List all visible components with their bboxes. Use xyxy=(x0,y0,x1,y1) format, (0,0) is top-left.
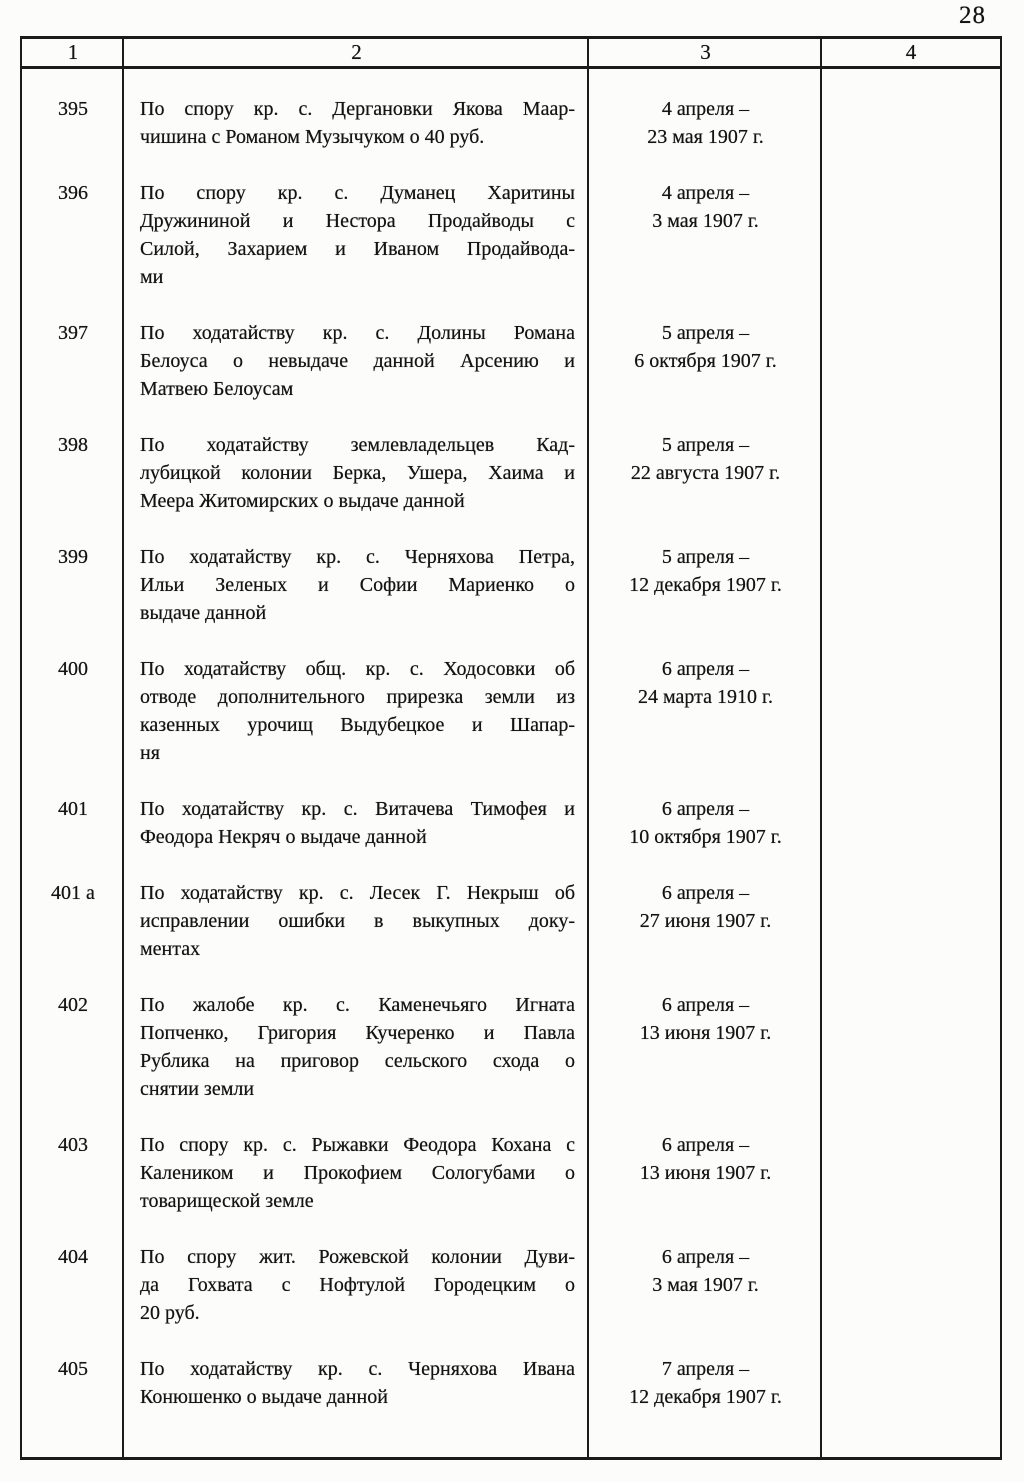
table-row xyxy=(22,795,1000,851)
description-line: По спору кр. с. Рыжавки Феодора Кохана с xyxy=(140,1134,575,1156)
date-line: 6 апреля – xyxy=(661,1134,750,1156)
case-dates xyxy=(589,1131,822,1215)
column-header-1: 1 xyxy=(67,40,79,64)
description-line: По ходатайству кр. с. Черняхова Ивана xyxy=(140,1358,575,1380)
table-row xyxy=(22,1131,1000,1215)
date-line: 22 августа 1907 г. xyxy=(630,462,781,484)
case-number: 403 xyxy=(58,1134,88,1156)
description-line: По спору жит. Рожевской колонии Дуви- xyxy=(140,1246,575,1268)
case-description xyxy=(124,1131,589,1215)
table-row xyxy=(22,95,1000,151)
description-line: снятии земли xyxy=(140,1078,255,1100)
table-row xyxy=(22,543,1000,627)
description-line: Рублика на приговор сельского схода о xyxy=(140,1050,575,1072)
description-line: 20 руб. xyxy=(140,1302,200,1324)
date-line: 6 октября 1907 г. xyxy=(634,350,777,372)
description-line: Попченко, Григория Кучеренко и Павла xyxy=(140,1022,575,1044)
empty-cell xyxy=(822,1243,1000,1327)
date-line: 13 июня 1907 г. xyxy=(639,1022,772,1044)
table-row xyxy=(22,1355,1000,1411)
column-header-3: 3 xyxy=(700,40,711,64)
date-line: 10 октября 1907 г. xyxy=(629,826,782,848)
case-dates xyxy=(589,1355,822,1411)
case-number: 398 xyxy=(58,434,88,456)
case-dates xyxy=(589,431,822,515)
description-line: По ходатайству кр. с. Лесек Г. Некрыш об xyxy=(140,882,575,904)
table-row xyxy=(22,879,1000,963)
date-line: 6 апреля – xyxy=(661,882,750,904)
description-line: Калеником и Прокофием Сологубами о xyxy=(140,1162,575,1184)
page-number: 28 xyxy=(959,2,986,29)
description-line: Дружининой и Нестора Продайводы с xyxy=(140,210,575,232)
date-line: 5 апреля – xyxy=(661,546,750,568)
column-divider xyxy=(587,39,589,1457)
date-line: 3 мая 1907 г. xyxy=(652,1274,759,1296)
date-line: 12 декабря 1907 г. xyxy=(629,1386,782,1408)
case-dates xyxy=(589,879,822,963)
case-description xyxy=(124,991,589,1103)
date-line: 5 апреля – xyxy=(661,434,750,456)
case-dates xyxy=(589,655,822,767)
case-dates xyxy=(589,543,822,627)
case-number: 405 xyxy=(58,1358,88,1380)
description-line: Белоуса о невыдаче данной Арсению и xyxy=(140,350,575,372)
case-dates xyxy=(589,95,822,151)
column-header-2: 2 xyxy=(351,40,362,64)
date-line: 13 июня 1907 г. xyxy=(639,1162,772,1184)
description-line: По ходатайству общ. кр. с. Ходосовки об xyxy=(140,658,575,680)
description-line: Силой, Захарием и Иваном Продайвода- xyxy=(140,238,575,260)
description-line: лубицкой колонии Берка, Ушера, Хаима и xyxy=(140,462,575,484)
case-description xyxy=(124,95,589,151)
table-row xyxy=(22,655,1000,767)
empty-cell xyxy=(822,95,1000,151)
description-line: По спору кр. с. Дергановки Якова Маар- xyxy=(140,98,575,120)
table-row xyxy=(22,991,1000,1103)
date-line: 6 апреля – xyxy=(661,798,750,820)
description-line: исправлении ошибки в выкупных доку- xyxy=(140,910,575,932)
date-line: 4 апреля – xyxy=(661,182,750,204)
empty-cell xyxy=(822,655,1000,767)
date-line: 27 июня 1907 г. xyxy=(639,910,772,932)
table-row xyxy=(22,179,1000,291)
case-number: 402 xyxy=(58,994,88,1016)
description-line: да Гохвата с Нофтулой Городецким о xyxy=(140,1274,575,1296)
date-line: 6 апреля – xyxy=(661,658,750,680)
description-line: казенных урочищ Выдубецкое и Шапар- xyxy=(140,714,575,736)
case-number: 397 xyxy=(58,322,88,344)
empty-cell xyxy=(822,319,1000,403)
case-number: 400 xyxy=(58,658,88,680)
empty-cell xyxy=(822,1355,1000,1411)
case-number: 395 xyxy=(58,98,88,120)
description-line: Феодора Некряч о выдаче данной xyxy=(140,826,427,848)
case-number: 396 xyxy=(58,182,88,204)
description-line: По жалобе кр. с. Каменечьяго Игната xyxy=(140,994,575,1016)
case-dates xyxy=(589,991,822,1103)
case-description xyxy=(124,655,589,767)
case-number: 401 а xyxy=(51,882,95,904)
column-header-4: 4 xyxy=(905,40,917,64)
table-row xyxy=(22,1243,1000,1327)
date-line: 12 декабря 1907 г. xyxy=(629,574,782,596)
date-line: 7 апреля – xyxy=(661,1358,750,1380)
description-line: чишина с Романом Музычуком о 40 руб. xyxy=(140,126,485,148)
case-description xyxy=(124,795,589,851)
table-row xyxy=(22,431,1000,515)
empty-cell xyxy=(822,179,1000,291)
description-line: По ходатайству кр. с. Витачева Тимофея и xyxy=(140,798,575,820)
description-line: Меера Житомирских о выдаче данной xyxy=(140,490,465,512)
case-description xyxy=(124,1355,589,1411)
case-dates xyxy=(589,1243,822,1327)
description-line: Матвею Белоусам xyxy=(140,378,294,400)
description-line: отводе дополнительного прирезка земли из xyxy=(140,686,575,708)
case-description xyxy=(124,1243,589,1327)
empty-cell xyxy=(822,795,1000,851)
case-dates xyxy=(589,319,822,403)
date-line: 5 апреля – xyxy=(661,322,750,344)
date-line: 24 марта 1910 г. xyxy=(638,686,773,708)
case-register-table xyxy=(20,36,1002,1460)
description-line: По спору кр. с. Думанец Харитины xyxy=(140,182,575,204)
case-description xyxy=(124,179,589,291)
case-number: 399 xyxy=(58,546,88,568)
empty-cell xyxy=(822,431,1000,515)
case-description xyxy=(124,431,589,515)
case-number: 404 xyxy=(58,1246,88,1268)
case-description xyxy=(124,543,589,627)
column-divider xyxy=(820,39,822,1457)
date-line: 6 апреля – xyxy=(661,1246,750,1268)
description-line: Конюшенко о выдаче данной xyxy=(140,1386,388,1408)
description-line: По ходатайству кр. с. Долины Романа xyxy=(140,322,575,344)
case-number: 401 xyxy=(58,798,88,820)
description-line: Ильи Зеленых и Софии Мариенко о xyxy=(140,574,575,596)
case-dates xyxy=(589,795,822,851)
description-line: товарищеской земле xyxy=(140,1190,314,1212)
table-body xyxy=(22,69,1000,1411)
date-line: 3 мая 1907 г. xyxy=(652,210,759,232)
case-dates xyxy=(589,179,822,291)
description-line: ми xyxy=(140,266,164,288)
table-row xyxy=(22,319,1000,403)
date-line: 4 апреля – xyxy=(661,98,750,120)
date-line: 6 апреля – xyxy=(661,994,750,1016)
case-description xyxy=(124,319,589,403)
description-line: выдаче данной xyxy=(140,602,267,624)
description-line: По ходатайству кр. с. Черняхова Петра, xyxy=(140,546,575,568)
case-description xyxy=(124,879,589,963)
description-line: ментах xyxy=(140,938,201,960)
empty-cell xyxy=(822,543,1000,627)
table-header-row xyxy=(22,39,1000,69)
column-divider xyxy=(122,39,124,1457)
date-line: 23 мая 1907 г. xyxy=(647,126,764,148)
description-line: ня xyxy=(140,742,160,764)
empty-cell xyxy=(822,879,1000,963)
description-line: По ходатайству землевладельцев Кад- xyxy=(140,434,575,456)
empty-cell xyxy=(822,991,1000,1103)
empty-cell xyxy=(822,1131,1000,1215)
